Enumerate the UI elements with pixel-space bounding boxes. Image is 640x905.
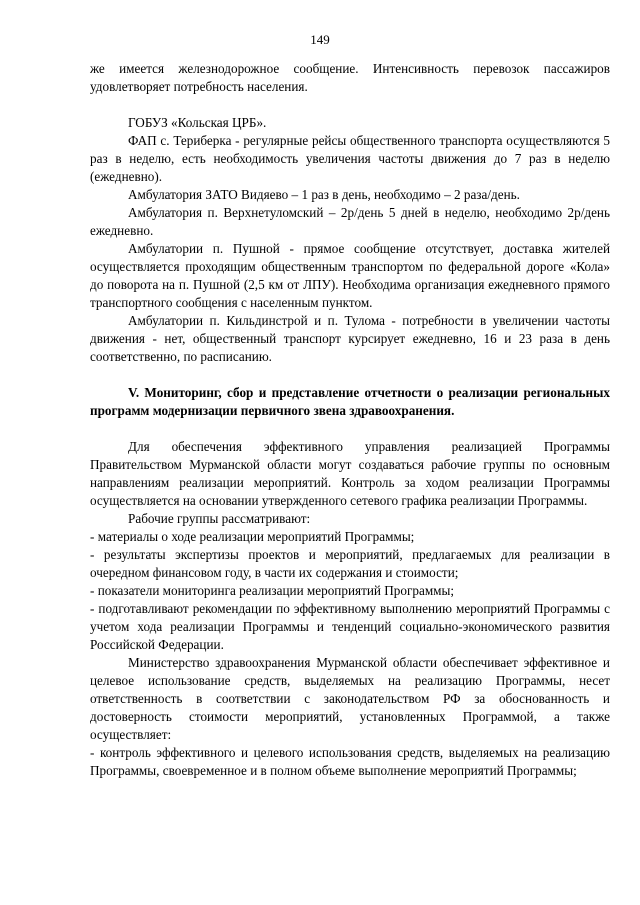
paragraph-kildinstroy: Амбулатории п. Кильдинстрой и п. Тулома - потребности в увеличении частоты движения - нет, общественный транспорт курсирует ежедневно, 16 и 23 раза в день соответственно, по расписанию.	[90, 313, 610, 364]
paragraph-vidyaevo: Амбулатория ЗАТО Видяево – 1 раз в день, необходимо – 2 раза/день.	[128, 187, 520, 202]
paragraph-management: Для обеспечения эффективного управления реализацией Программы Правительством Мурманской области могут создаваться рабочие группы по основным направлениям реализации мероприятий. Контроль за ходом реализации Программы осуществляется на основании утвержденного сетевого графика реализации Программы.	[90, 439, 610, 508]
list-item: - результаты экспертизы проектов и мероприятий, предлагаемых для реализации в очередном финансовом году, в части их содержания и стоимости;	[90, 547, 610, 580]
paragraph-pushnoy: Амбулатории п. Пушной - прямое сообщение отсутствует, доставка жителей осуществляется проходящим общественным транспортом по федеральной дороге «Кола» до поворота на п. Пушной (2,5 км от ЛПУ). Необходима организация ежедневного прямого транспортного сообщения с населенным пунктом.	[90, 241, 610, 310]
paragraph-working-groups: Рабочие группы рассматривают:	[128, 511, 311, 526]
paragraph-org-name: ГОБУЗ «Кольская ЦРБ».	[128, 115, 267, 130]
list-item: - материалы о ходе реализации мероприятий Программы;	[90, 529, 415, 544]
paragraph-verkhnetulomsky: Амбулатория п. Верхнетуломский – 2р/день 5 дней в неделю, необходимо 2р/день ежедневно.	[90, 205, 610, 238]
page-content	[90, 60, 610, 780]
paragraph-teriberka: ФАП с. Териберка - регулярные рейсы общественного транспорта осуществляются 5 раз в неделю, есть необходимость увеличения частоты движения до 7 раз в неделю (ежедневно).	[90, 133, 610, 184]
list-item: - показатели мониторинга реализации мероприятий Программы;	[90, 583, 455, 598]
list-item: - контроль эффективного и целевого использования средств, выделяемых на реализацию Программы, своевременное и в полном объеме выполнение мероприятий Программы;	[90, 745, 610, 778]
paragraph-railway: же имеется железнодорожное сообщение. Интенсивность перевозок пассажиров удовлетворяет потребность населения.	[90, 61, 610, 94]
paragraph-ministry: Министерство здравоохранения Мурманской области обеспечивает эффективное и целевое использование средств, выделяемых на реализацию Программы, несет ответственность в соответствии с законодательством РФ за обоснованность и достоверность стоимости мероприятий, установленных Программой, а также осуществляет:	[90, 655, 610, 742]
list-item: - подготавливают рекомендации по эффективному выполнению мероприятий Программы с учетом хода реализации Программы и тенденций социально-экономического развития Российской Федерации.	[90, 601, 610, 652]
spacer	[90, 96, 610, 114]
page-number: 149	[310, 32, 330, 47]
spacer	[90, 420, 610, 438]
section-heading: V. Мониторинг, сбор и представление отчетности о реализации региональных программ модернизации первичного звена здравоохранения.	[90, 385, 610, 418]
spacer	[90, 366, 610, 384]
